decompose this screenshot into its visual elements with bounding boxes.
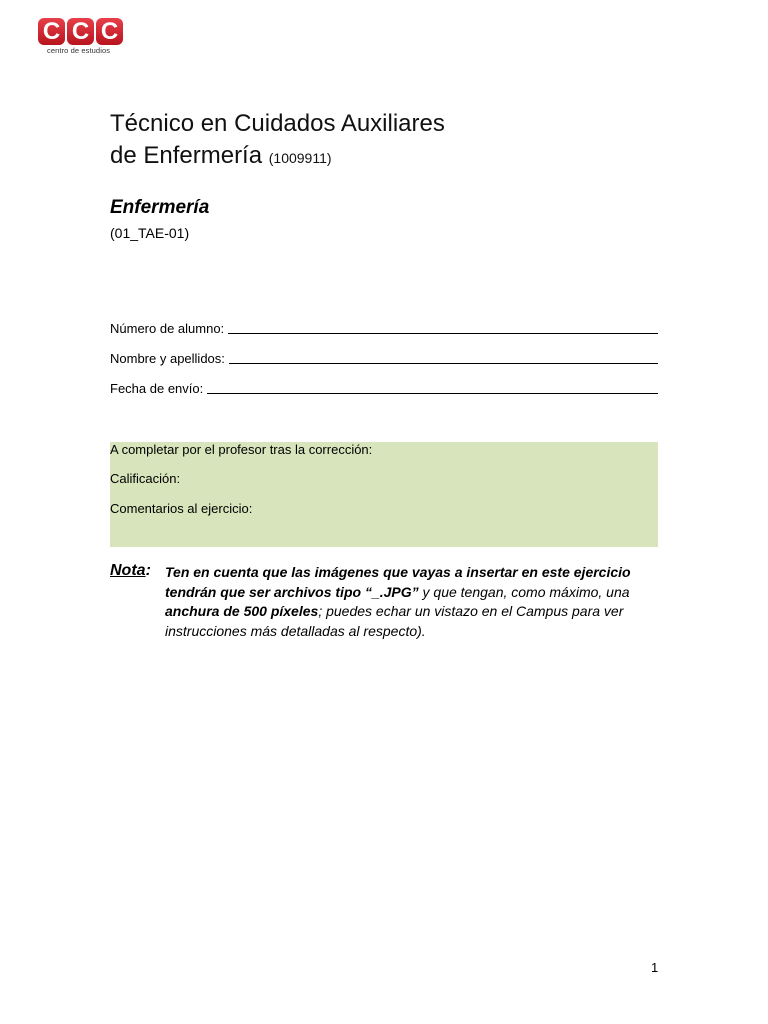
ccc-logo <box>38 18 128 58</box>
note-text-2: y que tengan, como máximo, una <box>418 583 630 600</box>
submission-date-line[interactable] <box>207 381 658 394</box>
logo-letter: C <box>67 18 94 45</box>
subject-title: Enfermería <box>110 197 210 218</box>
subject-code: (01_TAE-01) <box>110 225 190 241</box>
teacher-correction-box <box>110 442 658 547</box>
submission-date-label: Fecha de envío: <box>110 381 204 396</box>
logo-subtitle: centro de estudios <box>47 46 111 55</box>
page-number: 1 <box>651 960 659 975</box>
note-text <box>165 563 660 641</box>
note-text-4: ; puedes echar un vistazo en el Campus para ver instrucciones más detalladas al respecto). <box>165 603 624 639</box>
note-label-colon: : <box>145 562 151 579</box>
student-number-field[interactable] <box>110 321 658 336</box>
title-line-2 <box>110 140 445 174</box>
submission-date-field[interactable] <box>110 381 658 396</box>
title-line-2-text: de Enfermería <box>110 142 263 169</box>
teacher-box-heading: A completar por el profesor tras la corrección: <box>110 442 373 457</box>
full-name-line[interactable] <box>229 351 658 364</box>
logo-letters <box>38 18 128 45</box>
logo-letter: C <box>96 18 123 45</box>
comments-label: Comentarios al ejercicio: <box>110 501 253 516</box>
note-text-bold-1: Ten en cuenta que las imágenes que vayas a insertar en este ejercicio tendrán que ser archivos tipo “_.JPG” <box>165 564 631 600</box>
note-text-bold-2: anchura de 500 píxeles <box>165 603 319 619</box>
grade-label: Calificación: <box>110 471 181 486</box>
note-label <box>110 562 151 580</box>
document-title <box>110 108 445 174</box>
student-number-line[interactable] <box>228 321 658 334</box>
student-number-label: Número de alumno: <box>110 321 225 336</box>
note-label-text: Nota <box>110 562 146 579</box>
title-code: (1009911) <box>268 150 332 166</box>
full-name-label: Nombre y apellidos: <box>110 351 225 366</box>
title-line-1: Técnico en Cuidados Auxiliares <box>110 110 445 137</box>
full-name-field[interactable] <box>110 351 658 366</box>
logo-letter: C <box>38 18 65 45</box>
